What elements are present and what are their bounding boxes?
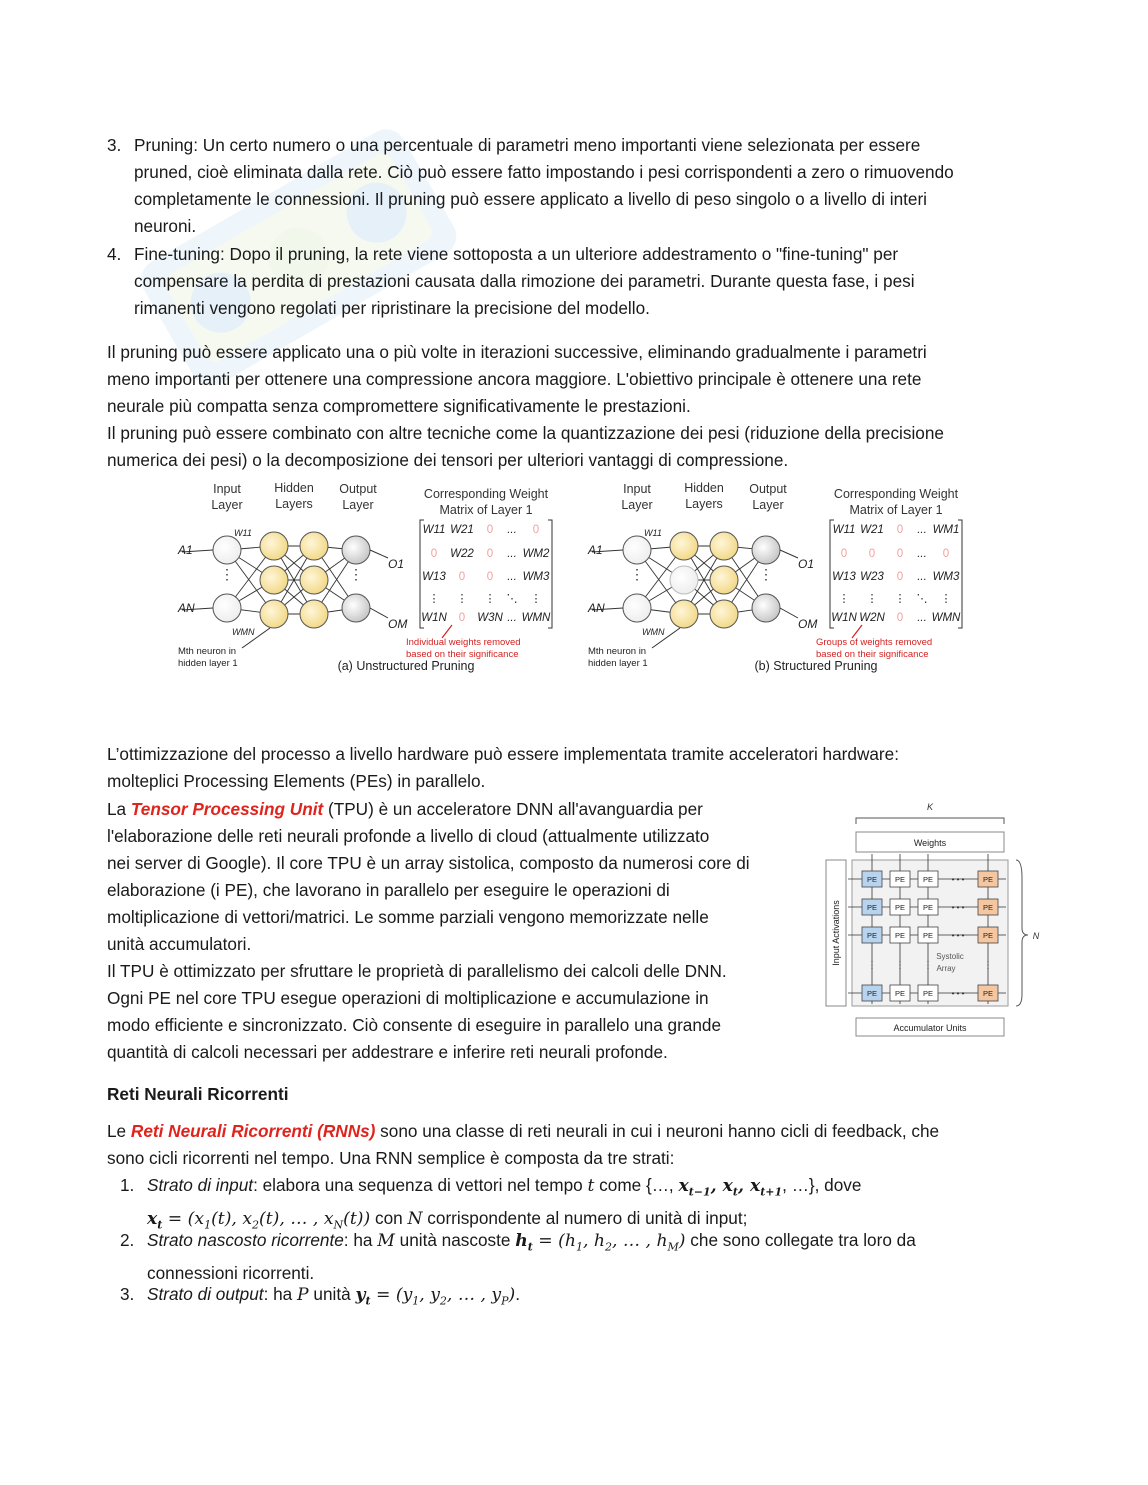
matrix-cell: ... (917, 612, 927, 624)
row-ellipsis: • • • (951, 903, 965, 912)
pe-label: PE (982, 903, 994, 912)
tpu-systolic-array-figure (822, 798, 1048, 1043)
input-layer-label: Layer (621, 498, 653, 512)
text-line: Il pruning può essere combinato con altre tecniche come la quantizzazione dei pesi (riduzione della precisione (107, 423, 944, 443)
text-line: neurale più compatta senza compromettere significativamente le prestazioni. (107, 396, 691, 416)
row-ellipsis: • • • (951, 989, 965, 998)
text-line: moltiplicazione di vettori/matrici. Le somme parziali vengono memorizzate nelle (107, 907, 709, 927)
hidden-neuron (670, 600, 698, 628)
neuron-note: hidden layer 1 (588, 658, 648, 669)
matrix-cell: W2N (859, 612, 885, 624)
math-ht-def: = ($h_1$, $h_2$, … , $h_M$) (532, 1231, 686, 1254)
matrix-title: Corresponding Weight (423, 487, 549, 501)
input-activations-label: Input Activations (831, 900, 841, 966)
w11-label: W11 (234, 528, 252, 538)
an-label: AN (588, 601, 605, 615)
output-neuron (752, 594, 780, 622)
matrix-cell: 0 (896, 612, 904, 624)
text-line: connessioni ricorrenti. (147, 1263, 315, 1284)
om-label: OM (388, 617, 408, 631)
hidden-neuron (710, 600, 738, 628)
matrix-cell: W23 (860, 571, 884, 583)
matrix-cell: 0 (486, 524, 494, 536)
output-layer-label: Layer (342, 498, 374, 512)
math-yt: $y_t$ (355, 1285, 371, 1308)
output-arrow (780, 550, 798, 558)
connection-lines (227, 546, 356, 614)
text-line: pruned, cioè eliminata dalla rete. Ciò può essere fatto impostando i pesi corrispondenti a zero o rimuovendo (134, 162, 954, 182)
text-line: Ogni PE nel core TPU esegue operazioni di moltiplicazione e accumulazione in (107, 988, 709, 1008)
unstructured-pruning-panel (177, 481, 552, 673)
matrix-title: Matrix of Layer 1 (439, 503, 533, 517)
rnn-highlight: Reti Neurali Ricorrenti (RNNs) (130, 1121, 376, 1141)
output-neuron (342, 536, 370, 564)
pe-label: PE (894, 903, 906, 912)
matrix-cell: W3N (477, 612, 503, 624)
matrix-dots: ⋮ (866, 593, 878, 605)
matrix-cell: W11 (422, 524, 446, 536)
neuron-note: hidden layer 1 (178, 658, 238, 669)
output-neuron (752, 536, 780, 564)
list-number: 3. (120, 1284, 135, 1304)
term-label: Strato di output (147, 1284, 264, 1304)
matrix-cell: ... (507, 548, 517, 560)
vertical-dots: ⋮ (759, 566, 773, 582)
hidden-neuron (300, 566, 328, 594)
wmn-label: WMN (232, 627, 255, 637)
text-line: elaborazione (i PE), che lavorano in parallelo per eseguire le operazioni di (107, 880, 670, 900)
input-layer-label: Input (213, 482, 241, 496)
matrix-cell: WM3 (522, 571, 550, 583)
o1-label: O1 (798, 557, 815, 571)
text-line: quantità di calcoli necessari per addestrare e inferire reti neurali profonde. (107, 1042, 668, 1062)
input-layer-label: Input (623, 482, 651, 496)
text-line: L’ottimizzazione del processo a livello hardware può essere implementata tramite acceleratori hardware: (107, 744, 899, 764)
text-line: l'elaborazione delle reti neurali profonde a livello di cloud (attualmente utilizzato (107, 826, 710, 846)
pe-label: PE (922, 875, 934, 884)
pe-label: PE (982, 931, 994, 940)
matrix-cell: W21 (860, 524, 884, 536)
matrix-cell: WM3 (932, 571, 960, 583)
matrix-cell: ... (507, 612, 517, 624)
matrix-dots: ⋮ (428, 593, 440, 605)
matrix-cell: ... (917, 524, 927, 536)
pe-label: PE (894, 875, 906, 884)
pe-label: PE (982, 989, 994, 998)
input-neuron (213, 536, 241, 564)
text-line: completamente le connessioni. Il pruning può essere applicato a livello di peso singolo o a livello di interi (134, 189, 927, 209)
figure-caption: (a) Unstructured Pruning (337, 659, 475, 673)
text-line: meno importanti per ottenere una compressione ancora maggiore. L'obiettivo principale è ottenere una rete (107, 369, 922, 389)
text-line: nei server di Google). Il core TPU è un array sistolica, composto da numerosi core di (107, 853, 750, 873)
vertical-dots: ⋮ (349, 566, 363, 582)
matrix-dots: ⋱ (916, 593, 928, 605)
pe-label: PE (894, 931, 906, 940)
text-line: molteplici Processing Elements (PEs) in parallelo. (107, 771, 486, 791)
matrix-dots: ⋮ (530, 593, 542, 605)
matrix-cell: WMN (931, 612, 961, 624)
hidden-neuron (300, 532, 328, 560)
structured-pruning-panel (587, 481, 962, 673)
matrix-dots: ⋱ (506, 593, 518, 605)
matrix-dots: ⋮ (484, 593, 496, 605)
matrix-cell: WMN (521, 612, 551, 624)
matrix-cell: 0 (532, 524, 540, 536)
math-sequence: $x_{t-1}$, $x_t$, $x_{t+1}$ (678, 1176, 783, 1199)
output-arrow (780, 608, 798, 618)
text-line: $x_t = (x_1(t)$, $x_2(t)$, … , $x_N(t)$) con N corrispondente al numero di unità di input; (147, 1208, 748, 1232)
output-arrow (370, 550, 388, 558)
matrix-dots: ⋮ (894, 593, 906, 605)
matrix-cell: 0 (896, 524, 904, 536)
weights-label: Weights (913, 838, 947, 848)
hidden-layers-label: Hidden (274, 481, 314, 495)
output-layer-label: Output (749, 482, 787, 496)
pruned-neuron (670, 566, 698, 594)
matrix-cell: WM1 (932, 524, 960, 536)
connection-lines (637, 546, 766, 614)
matrix-dots: ⋮ (456, 593, 468, 605)
text-line: Strato nascosto ricorrente: ha M unità nascoste $h_t = (h_1$, $h_2$, … , $h_M$) che sono collegate tra loro da (147, 1230, 916, 1254)
text-line: Fine-tuning: Dopo il pruning, la rete viene sottoposta a un ulteriore addestramento o "fine-tuning" per (134, 244, 899, 264)
matrix-cell: WM2 (522, 548, 550, 560)
vertical-dots: ⋮ (630, 566, 644, 582)
list-number: 3. (107, 135, 122, 155)
neuron-note: Mth neuron in (178, 646, 237, 657)
matrix-cell: W11 (832, 524, 856, 536)
input-neuron (623, 594, 651, 622)
removal-note: based on their significance (816, 649, 929, 660)
systolic-label: Array (936, 964, 956, 973)
math-xt-def: = ($x_1(t)$, $x_2(t)$, … , $x_N(t)$) (162, 1209, 371, 1232)
systolic-label: Systolic (936, 952, 964, 961)
matrix-cell: ... (917, 548, 927, 560)
text-line: modo efficiente e sincronizzato. Ciò consente di eseguire in parallelo una grande (107, 1015, 722, 1035)
removal-note: Individual weights removed (406, 637, 521, 648)
matrix-cell: 0 (458, 612, 466, 624)
col-ellipsis: ⋮ (867, 960, 877, 971)
paragraph-pruning (107, 339, 1037, 474)
matrix-cell: 0 (896, 548, 904, 560)
matrix-cell: 0 (868, 548, 876, 560)
n-label: N (1032, 931, 1040, 941)
w11-label: W11 (644, 528, 662, 538)
math-ht: $h_t$ (515, 1231, 533, 1254)
matrix-cell: ... (917, 571, 927, 583)
matrix-cell: 0 (942, 548, 950, 560)
hidden-neuron (260, 532, 288, 560)
input-neuron (623, 536, 651, 564)
list-number: 1. (120, 1175, 135, 1195)
matrix-cell: W21 (450, 524, 474, 536)
text-line: Il pruning può essere applicato una o più volte in iterazioni successive, eliminando gradualmente i parametri (107, 342, 927, 362)
matrix-cell: W13 (832, 571, 856, 583)
figure-caption: (b) Structured Pruning (754, 659, 878, 673)
hidden-neuron (710, 566, 738, 594)
matrix-title: Corresponding Weight (833, 487, 959, 501)
text-line: neuroni. (134, 216, 197, 236)
text-line: Le Reti Neurali Ricorrenti (RNNs) sono una classe di reti neurali in cui i neuroni hanno cicli di feedback, che (107, 1121, 940, 1141)
col-ellipsis: ⋮ (895, 960, 905, 971)
math-xt: $x_t$ (147, 1209, 163, 1232)
matrix-cell: W1N (421, 612, 447, 624)
math-yt-def: = ($y_1$, $y_2$, … , $y_P$) (370, 1285, 516, 1308)
accumulator-label: Accumulator Units (893, 1023, 967, 1033)
pe-label: PE (866, 875, 878, 884)
text-line: La Tensor Processing Unit (TPU) è un acceleratore DNN all'avanguardia per (107, 799, 703, 819)
row-ellipsis: • • • (951, 931, 965, 940)
output-layer-label: Layer (752, 498, 784, 512)
pe-label: PE (866, 931, 878, 940)
removal-note: based on their significance (406, 649, 519, 660)
output-arrow (370, 608, 388, 618)
text-line: rimanenti vengono regolati per ripristinare la precisione del modello. (134, 298, 650, 318)
matrix-cell: W1N (831, 612, 857, 624)
pe-label: PE (922, 931, 934, 940)
tpu-highlight: Tensor Processing Unit (130, 799, 324, 819)
matrix-cell: 0 (486, 548, 494, 560)
input-neuron (213, 594, 241, 622)
a1-label: A1 (588, 543, 603, 557)
hidden-neuron (260, 566, 288, 594)
input-layer-label: Layer (211, 498, 243, 512)
hidden-neuron (670, 532, 698, 560)
text-line: Pruning: Un certo numero o una percentuale di parametri meno importanti viene selezionata per essere (134, 135, 921, 155)
pe-label: PE (922, 989, 934, 998)
matrix-title: Matrix of Layer 1 (849, 503, 943, 517)
hidden-layers-label: Layers (685, 497, 723, 511)
k-bracket (856, 818, 1004, 824)
matrix-cell: ... (507, 524, 517, 536)
om-label: OM (798, 617, 818, 631)
matrix-dots: ⋮ (838, 593, 850, 605)
hidden-neuron (260, 600, 288, 628)
row-ellipsis: • • • (951, 875, 965, 884)
text-line: numerica dei pesi) o la decomposizione dei tensori per ulteriori vantaggi di compressione. (107, 450, 789, 470)
pe-label: PE (866, 903, 878, 912)
text-line: Strato di output: ha P unità $y_t = (y_1$, $y_2$, … , $y_P$). (147, 1284, 521, 1308)
paragraph-hardware (107, 741, 1037, 795)
removal-note: Groups of weights removed (816, 637, 933, 648)
text-line: compensare la perdita di prestazioni causata dalla rimozione dei parametri. Durante questa fase, i pesi (134, 271, 915, 291)
matrix-cell: W13 (422, 571, 446, 583)
matrix-dots: ⋮ (940, 593, 952, 605)
matrix-cell: 0 (486, 571, 494, 583)
output-neuron (342, 594, 370, 622)
text-line: sono cicli ricorrenti nel tempo. Una RNN semplice è composta da tre strati: (107, 1148, 675, 1168)
output-layer-label: Output (339, 482, 377, 496)
list-number: 2. (120, 1230, 135, 1250)
list-number: 4. (107, 244, 122, 264)
matrix-cell: 0 (840, 548, 848, 560)
text-line: Strato di input: elabora una sequenza di vettori nel tempo t come {…, $x_{t-1}$, $x_t$, $x_{t+1}$, …}, dove (147, 1175, 862, 1199)
matrix-cell: 0 (896, 571, 904, 583)
pe-label: PE (866, 989, 878, 998)
a1-label: A1 (178, 543, 193, 557)
o1-label: O1 (388, 557, 405, 571)
k-label: K (926, 802, 934, 812)
pe-label: PE (922, 903, 934, 912)
wmn-label: WMN (642, 627, 665, 637)
neuron-note: Mth neuron in (588, 646, 647, 657)
paragraph-rnn (107, 1118, 1037, 1172)
text-line: unità accumulatori. (107, 934, 252, 954)
vertical-dots: ⋮ (220, 566, 234, 582)
hidden-layers-label: Layers (275, 497, 313, 511)
text-line: Il TPU è ottimizzato per sfruttare le proprietà di parallelismo dei calcoli delle DNN. (107, 961, 727, 981)
n-bracket (1016, 860, 1028, 1006)
hidden-neuron (300, 600, 328, 628)
hidden-neuron (710, 532, 738, 560)
pe-label: PE (894, 989, 906, 998)
col-ellipsis: ⋮ (923, 960, 933, 971)
matrix-cell: 0 (430, 548, 438, 560)
matrix-cell: 0 (458, 571, 466, 583)
hidden-layers-label: Hidden (684, 481, 724, 495)
pruning-figure (170, 478, 980, 683)
term-label: Strato nascosto ricorrente (147, 1230, 344, 1250)
pe-label: PE (982, 875, 994, 884)
an-label: AN (178, 601, 195, 615)
matrix-cell: W22 (450, 548, 474, 560)
paragraph-tpu (107, 796, 817, 1066)
col-ellipsis: ⋮ (983, 960, 993, 971)
section-heading: Reti Neurali Ricorrenti (107, 1084, 289, 1104)
matrix-cell: ... (507, 571, 517, 583)
term-label: Strato di input (147, 1175, 254, 1195)
